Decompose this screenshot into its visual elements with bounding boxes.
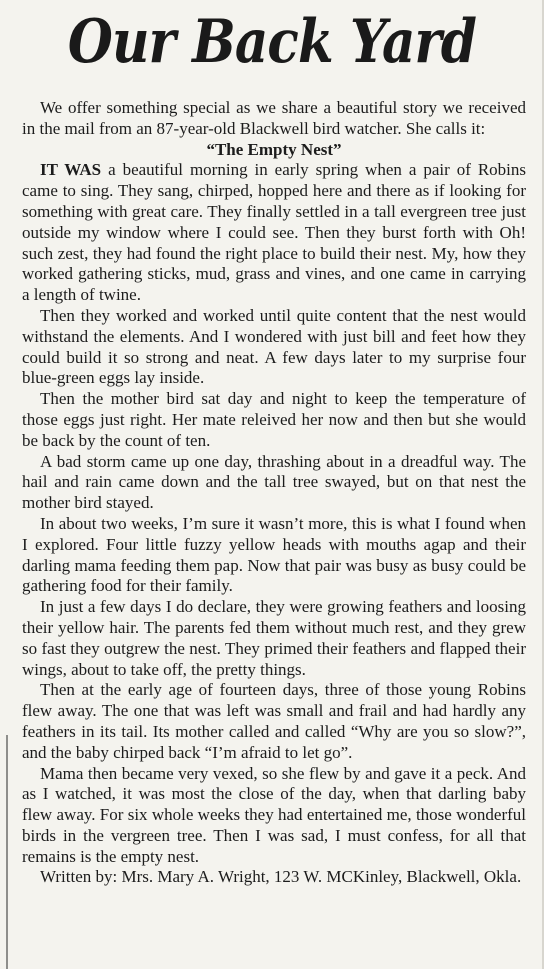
story-paragraph-7: Then at the early age of fourteen days, three of those young Robins flew away. The one that was left was small and frail and had hardly any feathers in its tail. Its mother called and called “Why are you so slow?”, and the baby chirped back “I’m afraid to let go”. [22,680,526,762]
story-paragraph-6: In just a few days I do declare, they were growing feathers and loosing their yellow hair. The parents fed them without much rest, and they grew so fast they outgrew the nest. They primed their feathers and flapped their wings, about to take off, the pretty things. [22,597,526,679]
story-paragraph-5: In about two weeks, I’m sure it wasn’t more, this is what I found when I explored. Four little fuzzy yellow heads with mouths agap and their darling mama feeding them pap. Now that pair was busy as busy could be gathering food for their family. [22,513,526,596]
byline: Written by: Mrs. Mary A. Wright, 123 W. MCKinley, Blackwell, Okla. [40,867,522,887]
poem-title: “The Empty Nest” [206,139,342,159]
story-paragraph-2: Then they worked and worked until quite content that the nest would withstand the elements. And I wondered with just bill and feet how they could build it so strong and neat. A few days later to my surprise four blue-green eggs lay inside. [22,305,526,388]
headline: Our Back Yard [67,7,477,77]
story-paragraph-1 [22,160,526,306]
story-paragraph-1-text: a beautiful morning in early spring when a pair of Robins came to sing. They sang, chirped, hopped here and there as if looking for something with great care. They finally settled in a tall evergreen tree just outside my window where I could see. Then they burst forth with Oh! such zest, they had found the right place to build their nest. My, how they worked gathering sticks, mud, grass and vines, and one came in carrying a length of twine. [22,160,526,305]
lead-in: IT WAS [40,160,102,180]
article-body [22,98,526,888]
story-paragraph-3: Then the mother bird sat day and night to keep the temperature of those eggs just right. Her mate releived her now and then but she would be back by the count of ten. [22,389,526,450]
column-rule [6,735,8,969]
intro-paragraph: We offer something special as we share a beautiful story we received in the mail from an 87-year-old Blackwell bird watcher. She calls it: [22,98,526,138]
story-paragraph-4: A bad storm came up one day, thrashing about in a dreadful way. The hail and rain came down and the tall tree swayed, but on that nest the mother bird stayed. [22,451,526,513]
story-paragraph-8: Mama then became very vexed, so she flew by and gave it a peck. And as I watched, it was most the close of the day, when that darling baby flew away. For six whole weeks they had entertained me, those wonderful birds in the vergreen tree. Then I was sad, I must confess, for all that remains is the empty nest. [22,763,526,866]
